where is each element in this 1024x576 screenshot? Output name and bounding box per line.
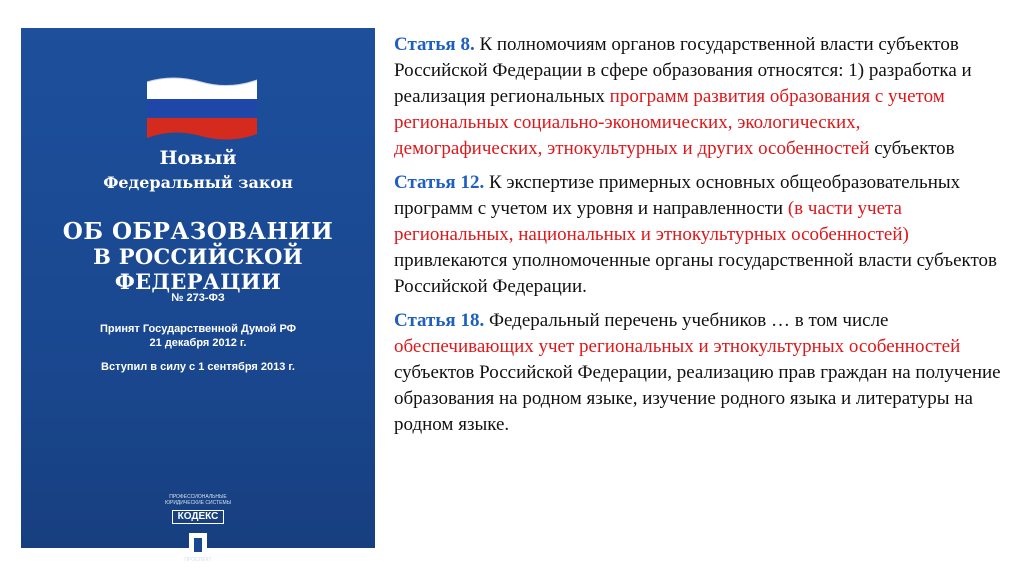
cover-federal-law: Федеральный закон (103, 173, 293, 192)
article-highlight: (в части учета региональных, национальных и этнокультурных особенностей) (394, 198, 909, 245)
article-text: субъектов Российской Федерации, реализацию прав граждан на получение образования на родном языке, изучение родного языка и литературы на родном языке. (394, 362, 1001, 435)
kodeks-logo: КОДЕКС (172, 510, 225, 524)
cover-title-line2: В РОССИЙСКОЙ ФЕДЕРАЦИИ (93, 244, 303, 294)
article-highlight: обеспечивающих учет региональных и этнокультурных особенностей (394, 336, 961, 357)
article-18 (394, 308, 1004, 438)
article-text: субъектов (869, 138, 955, 159)
russian-flag-icon (143, 72, 261, 152)
article-heading: Статья 12. (394, 172, 485, 193)
cover-law-number: № 273-ФЗ (171, 292, 225, 304)
article-text: К экспертизе примерных основных общеобразовательных программ с учетом их уровня и направленности (394, 172, 961, 219)
prospekt-logo (182, 533, 214, 569)
cover-adopted: Принят Государственной Думой РФ (99, 323, 297, 335)
book-cover (21, 28, 375, 563)
prospekt-icon (189, 533, 207, 555)
article-heading: Статья 8. (394, 34, 475, 55)
article-heading: Статья 18. (394, 310, 485, 331)
publisher-logo (158, 494, 238, 534)
cover-in-force: Вступил в силу с 1 сентября 2013 г. (101, 361, 295, 373)
article-8 (394, 32, 1004, 162)
cover-adopted-date: 21 декабря 2012 г. (149, 337, 247, 349)
article-text: Федеральный перечень учебников … в том числе (484, 310, 889, 331)
prospekt-label: ПРОСПЕКТ (184, 557, 212, 563)
article-text: привлекаются уполномоченные органы государственной власти субъектов Российской Федерации. (394, 250, 998, 297)
article-highlight: программ развития образования с учетом региональных социально-экономических, экологических, демографических, этнокультурных и других особенностей (394, 86, 945, 159)
article-text: К полномочиям органов государственной власти субъектов Российской Федерации в сфере образования относятся: 1) разработка и реализация региональных (394, 34, 972, 107)
cover-new-label: Новый (159, 147, 237, 169)
cover-title-line1: ОБ ОБРАЗОВАНИИ (62, 218, 334, 245)
articles-text (394, 32, 1004, 446)
publisher-tagline: ПРОФЕССИОНАЛЬНЫЕ ЮРИДИЧЕСКИЕ СИСТЕМЫ (164, 494, 232, 506)
article-12 (394, 170, 1004, 300)
